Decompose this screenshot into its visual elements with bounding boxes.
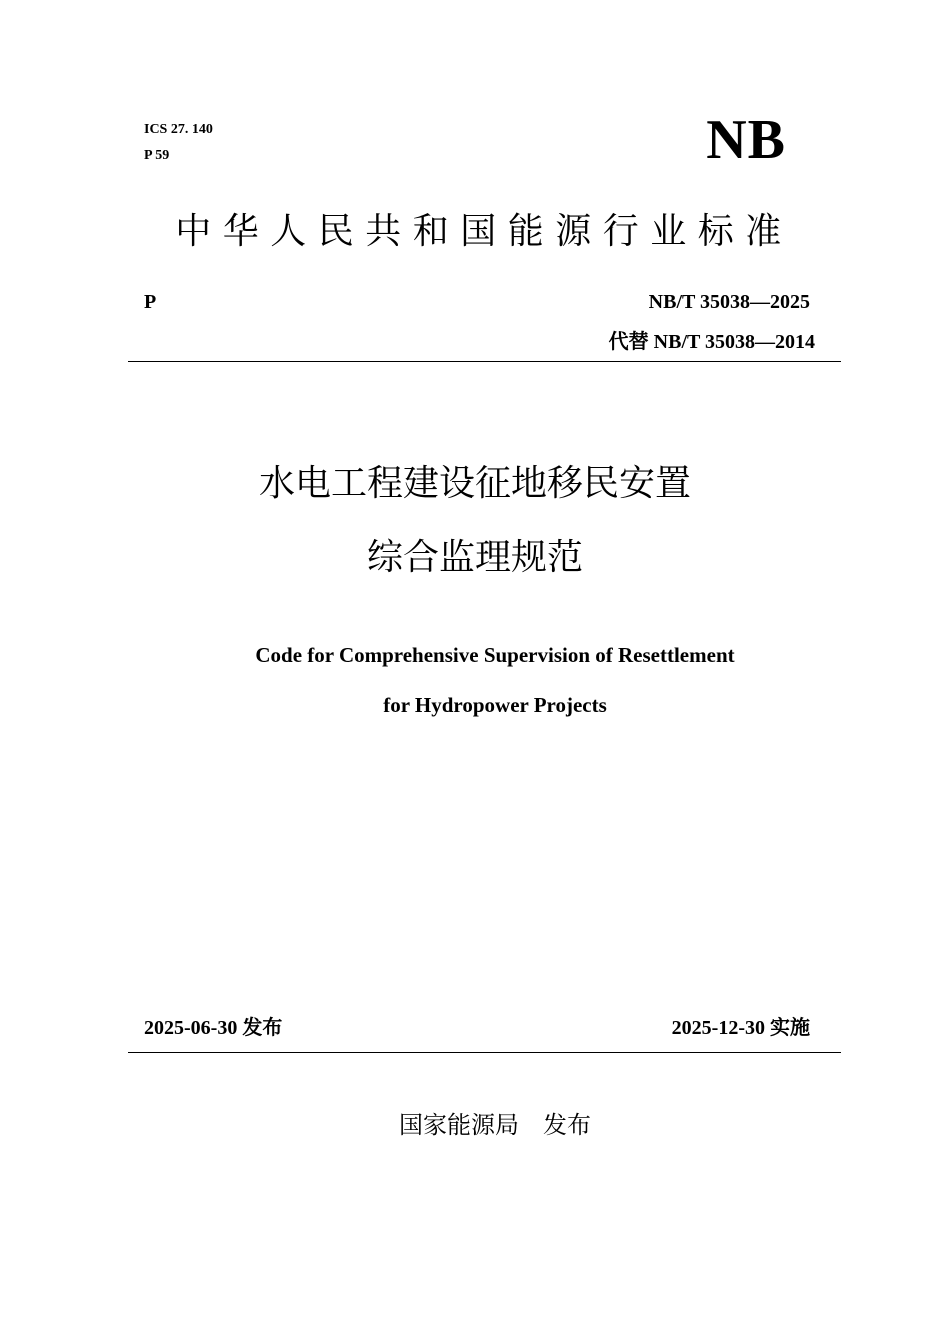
- nb-logo: NB: [706, 109, 786, 171]
- top-divider: [128, 361, 841, 362]
- classification-code: P: [144, 291, 157, 313]
- issue-date: 2025-06-30 发布: [144, 1017, 283, 1039]
- english-title-line-2: for Hydropower Projects: [383, 693, 607, 717]
- implementation-date: 2025-12-30 实施: [671, 1017, 810, 1039]
- standard-type-title: 中华人民共和国能源行业标准: [175, 211, 793, 252]
- ics-code: ICS 27. 140: [144, 122, 213, 137]
- publisher: 国家能源局 发布: [399, 1111, 591, 1139]
- chinese-title-line-1: 水电工程建设征地移民安置: [258, 463, 691, 504]
- chinese-title-line-2: 综合监理规范: [366, 537, 583, 578]
- standard-number: NB/T 35038—2025: [648, 291, 810, 313]
- ccs-code: P 59: [144, 148, 170, 163]
- english-title-line-1: Code for Comprehensive Supervision of Resettlement: [255, 643, 735, 667]
- replaces-standard: 代替 NB/T 35038—2014: [608, 331, 815, 353]
- bottom-divider: [128, 1052, 841, 1053]
